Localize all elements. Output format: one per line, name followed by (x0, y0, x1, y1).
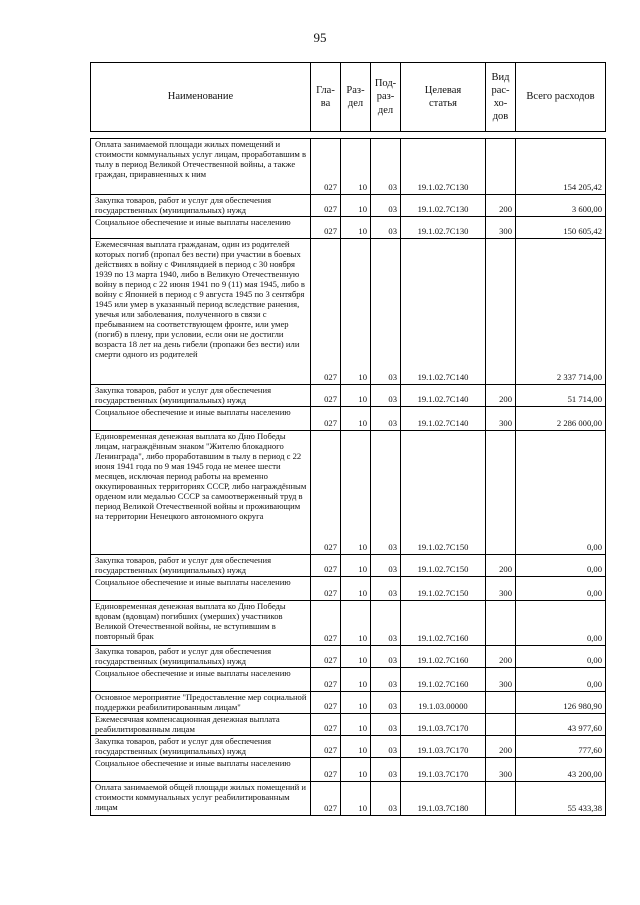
cell-chapter: 027 (311, 758, 341, 782)
cell-section: 10 (341, 758, 371, 782)
cell-target: 19.1.03.00000 (401, 692, 486, 714)
cell-expense-type: 300 (486, 217, 516, 239)
cell-section: 10 (341, 431, 371, 555)
cell-target: 19.1.02.7С140 (401, 407, 486, 431)
cell-expense-type: 300 (486, 577, 516, 601)
cell-section: 10 (341, 239, 371, 385)
header-name: Наименование (91, 63, 311, 132)
cell-expense-type: 300 (486, 407, 516, 431)
cell-name: Социальное обеспечение и иные выплаты населению (91, 758, 311, 782)
table-row (91, 714, 606, 736)
cell-target: 19.1.02.7С130 (401, 195, 486, 217)
cell-chapter: 027 (311, 646, 341, 668)
cell-section: 10 (341, 195, 371, 217)
cell-chapter: 027 (311, 431, 341, 555)
cell-name: Закупка товаров, работ и услуг для обеспечения государственных (муниципальных) нужд (91, 385, 311, 407)
cell-subsection: 03 (371, 758, 401, 782)
cell-subsection: 03 (371, 668, 401, 692)
table-row (91, 385, 606, 407)
cell-name: Социальное обеспечение и иные выплаты населению (91, 668, 311, 692)
table-row (91, 217, 606, 239)
header-section: Раз- дел (341, 63, 371, 132)
cell-target: 19.1.02.7С150 (401, 577, 486, 601)
cell-target: 19.1.02.7С130 (401, 217, 486, 239)
cell-section: 10 (341, 782, 371, 816)
cell-subsection: 03 (371, 555, 401, 577)
cell-name: Закупка товаров, работ и услуг для обеспечения государственных (муниципальных) нужд (91, 555, 311, 577)
cell-expense-type (486, 692, 516, 714)
table-spacer-row (91, 132, 606, 139)
table-row (91, 601, 606, 646)
cell-chapter: 027 (311, 239, 341, 385)
cell-expense-type (486, 139, 516, 195)
header-expense-type: Вид рас- хо- дов (486, 63, 516, 132)
cell-target: 19.1.03.7С170 (401, 714, 486, 736)
cell-section: 10 (341, 385, 371, 407)
cell-section: 10 (341, 139, 371, 195)
cell-section: 10 (341, 692, 371, 714)
table-row (91, 195, 606, 217)
cell-target: 19.1.02.7С160 (401, 646, 486, 668)
budget-table (90, 62, 606, 816)
cell-total: 43 200,00 (516, 758, 606, 782)
cell-subsection: 03 (371, 692, 401, 714)
cell-target: 19.1.02.7С150 (401, 555, 486, 577)
cell-subsection: 03 (371, 139, 401, 195)
table-row (91, 646, 606, 668)
cell-target: 19.1.02.7С140 (401, 239, 486, 385)
table-row (91, 239, 606, 385)
cell-name: Единовременная денежная выплата ко Дню Победы лицам, награждённым знаком "Жителю блокадного Ленинграда", либо проработавшим в тылу в период с 22 июня 1941 года по 9 мая 1945 года не менее шести месяцев, исключая период работы на временно оккупированных территориях СССР, либо награждённым орденом или медалью СССР за самоотверженный труд в период Великой Отечественной войны и проживающим на территории Ненецкого автономного округа (91, 431, 311, 555)
cell-name: Закупка товаров, работ и услуг для обеспечения государственных (муниципальных) нужд (91, 195, 311, 217)
cell-target: 19.1.02.7С130 (401, 139, 486, 195)
cell-total: 2 286 000,00 (516, 407, 606, 431)
table-row (91, 577, 606, 601)
cell-subsection: 03 (371, 714, 401, 736)
cell-section: 10 (341, 407, 371, 431)
cell-name: Основное мероприятие "Предоставление мер социальной поддержки реабилитированным лицам" (91, 692, 311, 714)
header-subsection: Под- раз- дел (371, 63, 401, 132)
cell-subsection: 03 (371, 217, 401, 239)
cell-total: 0,00 (516, 668, 606, 692)
cell-name: Закупка товаров, работ и услуг для обеспечения государственных (муниципальных) нужд (91, 646, 311, 668)
cell-section: 10 (341, 668, 371, 692)
cell-subsection: 03 (371, 782, 401, 816)
cell-name: Социальное обеспечение и иные выплаты населению (91, 217, 311, 239)
cell-total: 3 600,00 (516, 195, 606, 217)
cell-section: 10 (341, 577, 371, 601)
cell-subsection: 03 (371, 195, 401, 217)
cell-section: 10 (341, 217, 371, 239)
table-header-row (91, 63, 606, 132)
cell-expense-type (486, 714, 516, 736)
header-total: Всего расходов (516, 63, 606, 132)
table-row (91, 407, 606, 431)
cell-chapter: 027 (311, 736, 341, 758)
cell-expense-type: 200 (486, 385, 516, 407)
cell-name: Закупка товаров, работ и услуг для обеспечения государственных (муниципальных) нужд (91, 736, 311, 758)
cell-total: 2 337 714,00 (516, 239, 606, 385)
cell-total: 0,00 (516, 577, 606, 601)
cell-chapter: 027 (311, 714, 341, 736)
cell-total: 126 980,90 (516, 692, 606, 714)
table-body (91, 132, 606, 816)
table-row (91, 758, 606, 782)
cell-expense-type: 300 (486, 758, 516, 782)
header-chapter: Гла- ва (311, 63, 341, 132)
cell-target: 19.1.03.7С170 (401, 758, 486, 782)
spacer-cell (91, 132, 606, 139)
cell-section: 10 (341, 714, 371, 736)
cell-subsection: 03 (371, 601, 401, 646)
cell-target: 19.1.03.7С180 (401, 782, 486, 816)
cell-expense-type (486, 782, 516, 816)
cell-subsection: 03 (371, 407, 401, 431)
cell-chapter: 027 (311, 782, 341, 816)
cell-chapter: 027 (311, 668, 341, 692)
cell-name: Ежемесячная компенсационная денежная выплата реабилитированным лицам (91, 714, 311, 736)
cell-chapter: 027 (311, 577, 341, 601)
table-row (91, 782, 606, 816)
cell-total: 777,60 (516, 736, 606, 758)
cell-chapter: 027 (311, 217, 341, 239)
cell-name: Социальное обеспечение и иные выплаты населению (91, 407, 311, 431)
cell-chapter: 027 (311, 601, 341, 646)
cell-total: 150 605,42 (516, 217, 606, 239)
cell-total: 0,00 (516, 646, 606, 668)
cell-subsection: 03 (371, 431, 401, 555)
cell-total: 43 977,60 (516, 714, 606, 736)
cell-section: 10 (341, 646, 371, 668)
cell-target: 19.1.02.7С140 (401, 385, 486, 407)
cell-name: Ежемесячная выплата гражданам, один из родителей которых погиб (пропал без вести) при участии в боевых действиях в войну с Финляндией в период с 30 ноября 1939 по 13 марта 1940, либо в Великую Отечественную войну в период с 22 июня 1941 по 9 (11) мая 1945, либо в войну с Японией в период с 9 августа 1945 по 3 сентября 1945 или умер в указанный период вследствие ранения, увечья или заболевания, полученного в связи с пребыванием на соответствующем фронте, или умер (погиб) в плену, при условии, если они не достигли возраста 18 лет на день гибели (пропажи без вести) или смерти одного из родителей (91, 239, 311, 385)
cell-target: 19.1.02.7С160 (401, 668, 486, 692)
cell-expense-type (486, 239, 516, 385)
cell-total: 55 433,38 (516, 782, 606, 816)
cell-name: Социальное обеспечение и иные выплаты населению (91, 577, 311, 601)
header-target: Целевая статья (401, 63, 486, 132)
table-row (91, 139, 606, 195)
cell-expense-type (486, 431, 516, 555)
cell-section: 10 (341, 736, 371, 758)
cell-subsection: 03 (371, 385, 401, 407)
cell-name: Единовременная денежная выплата ко Дню Победы вдовам (вдовцам) погибших (умерших) участников Великой Отечественной войны, не вступившим в повторный брак (91, 601, 311, 646)
cell-expense-type: 200 (486, 736, 516, 758)
cell-expense-type: 300 (486, 668, 516, 692)
cell-name: Оплата занимаемой общей площади жилых помещений и стоимости коммунальных услуг реабилитированным лицам (91, 782, 311, 816)
cell-expense-type: 200 (486, 646, 516, 668)
cell-name: Оплата занимаемой площади жилых помещений и стоимости коммунальных услуг лицам, проработавшим в тылу в период Великой Отечественной войны, а также граждан, приравненных к ним (91, 139, 311, 195)
cell-total: 0,00 (516, 431, 606, 555)
cell-subsection: 03 (371, 239, 401, 385)
cell-target: 19.1.02.7С160 (401, 601, 486, 646)
cell-total: 0,00 (516, 601, 606, 646)
table-row (91, 692, 606, 714)
cell-chapter: 027 (311, 555, 341, 577)
table-row (91, 555, 606, 577)
cell-expense-type: 200 (486, 555, 516, 577)
cell-expense-type: 200 (486, 195, 516, 217)
cell-total: 154 205,42 (516, 139, 606, 195)
page-number: 95 (313, 30, 327, 45)
table-row (91, 668, 606, 692)
cell-section: 10 (341, 601, 371, 646)
cell-target: 19.1.03.7С170 (401, 736, 486, 758)
cell-subsection: 03 (371, 646, 401, 668)
cell-total: 0,00 (516, 555, 606, 577)
cell-chapter: 027 (311, 139, 341, 195)
table-row (91, 736, 606, 758)
cell-target: 19.1.02.7С150 (401, 431, 486, 555)
cell-subsection: 03 (371, 577, 401, 601)
cell-section: 10 (341, 555, 371, 577)
cell-expense-type (486, 601, 516, 646)
cell-subsection: 03 (371, 736, 401, 758)
cell-chapter: 027 (311, 407, 341, 431)
table-row (91, 431, 606, 555)
cell-chapter: 027 (311, 385, 341, 407)
cell-chapter: 027 (311, 195, 341, 217)
cell-total: 51 714,00 (516, 385, 606, 407)
cell-chapter: 027 (311, 692, 341, 714)
